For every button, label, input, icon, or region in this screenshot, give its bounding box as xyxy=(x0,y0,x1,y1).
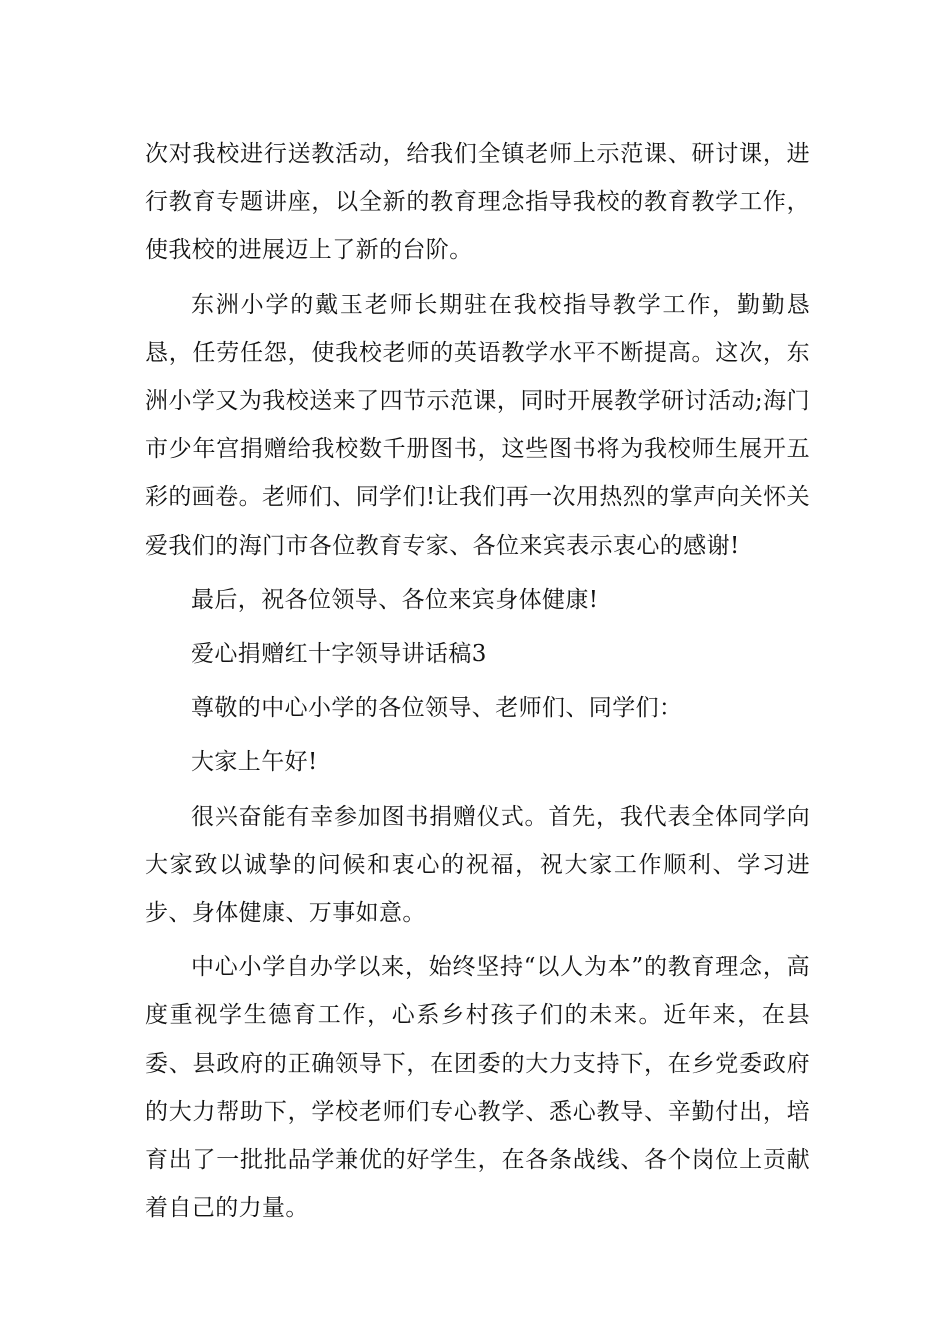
paragraph-dongzhou-school: 东洲小学的戴玉老师长期驻在我校指导教学工作，勤勤恳恳，任劳任怨，使我校老师的英语教学水平不断提高。这次，东洲小学又为我校送来了四节示范课，同时开展教学研讨活动;海门市少年宫捐赠给我校数千册图书，这些图书将为我校师生展开五彩的画卷。老师们、同学们!让我们再一次用热烈的掌声向关怀关爱我们的海门市各位教育专家、各位来宾表示衷心的感谢! xyxy=(145,291,810,559)
greeting: 大家上午好! xyxy=(191,749,318,776)
paragraph-closing-wishes: 最后，祝各位领导、各位来宾身体健康! xyxy=(191,586,599,613)
document-body xyxy=(145,130,810,1232)
paragraph-school-history: 中心小学自办学以来，始终坚持“以人为本”的教育理念，高度重视学生德育工作，心系乡村孩子们的未来。近年来，在县委、县政府的正确领导下，在团委的大力支持下，在乡党委政府的大力帮助下，学校老师们专心教学、悉心教导、辛勤付出，培育出了一批批品学兼优的好学生，在各条战线、各个岗位上贡献着自己的力量。 xyxy=(145,954,810,1222)
paragraph-opening: 很兴奋能有幸参加图书捐赠仪式。首先，我代表全体同学向大家致以诚挚的问候和衷心的祝福，祝大家工作顺利、学习进步、身体健康、万事如意。 xyxy=(145,803,810,927)
section-heading: 爱心捐赠红十字领导讲话稿3 xyxy=(191,641,487,668)
salutation: 尊敬的中心小学的各位领导、老师们、同学们： xyxy=(191,695,683,722)
paragraph-continuation: 次对我校进行送教活动，给我们全镇老师上示范课、研讨课，进行教育专题讲座，以全新的教育理念指导我校的教育教学工作，使我校的进展迈上了新的台阶。 xyxy=(145,141,810,264)
